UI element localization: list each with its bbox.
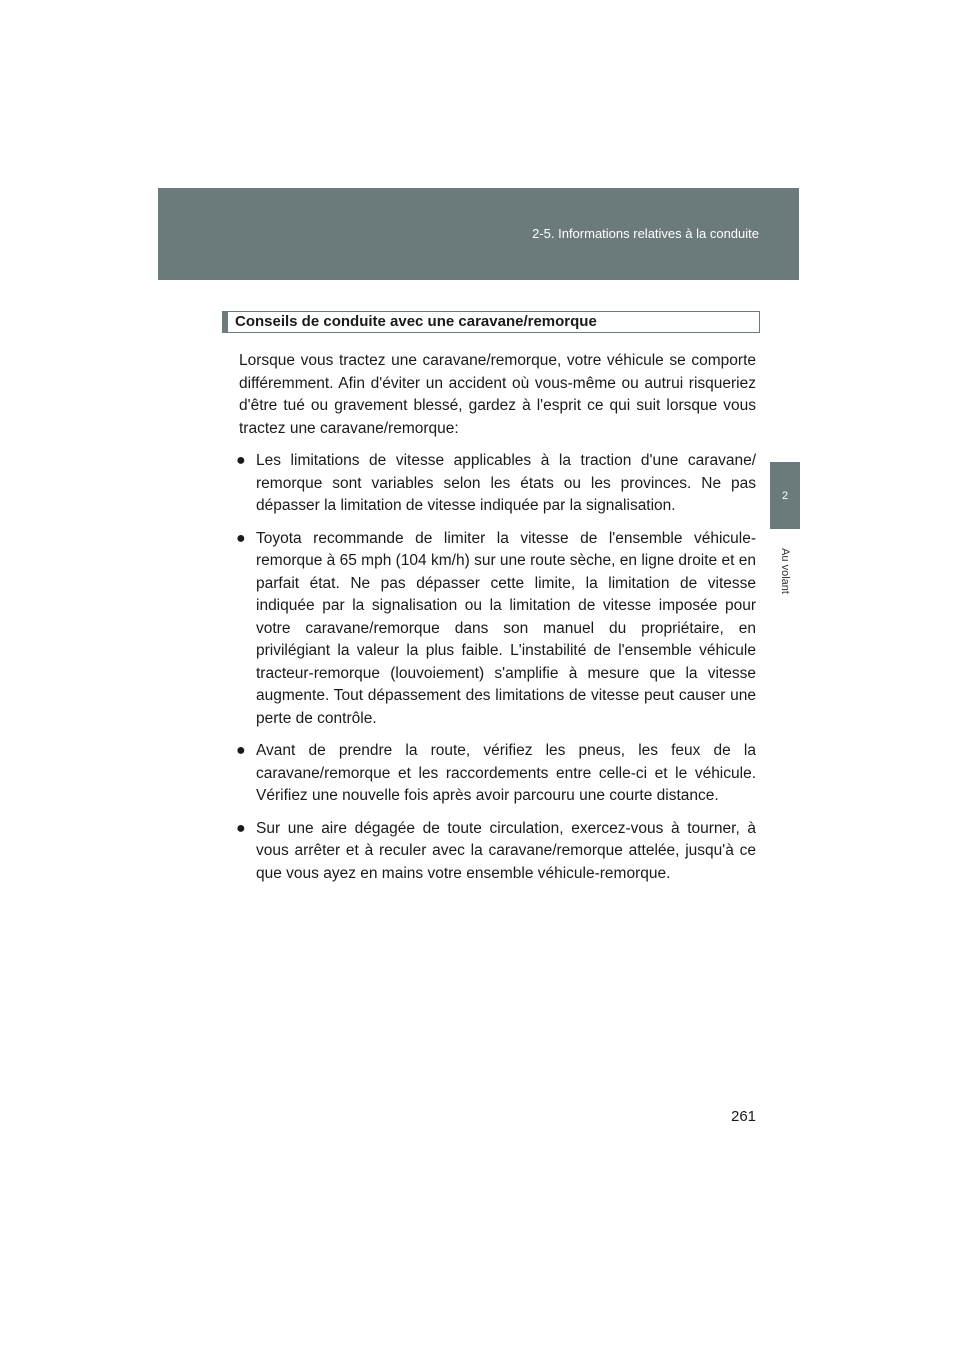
page-number: 261 [731,1108,757,1125]
bullet-text: Les limitations de vitesse applicables à la traction d'une caravane/ remorque sont variables selon les états ou les provinces. Ne pas dépasser la limitation de vitesse indiquée par la signalisation. [256,452,756,514]
section-title: 2-5. Informations relatives à la conduite [532,226,759,241]
main-content [222,311,760,885]
bullet-text: Avant de prendre la route, vérifiez les pneus, les feux de la caravane/remorque et les raccordements entre celle-ci et le véhicule. Vérifiez une nouvelle fois après avoir parcouru une courte distance. [256,742,756,804]
chapter-number: 2 [781,489,789,502]
bullet-item [236,818,756,886]
intro-paragraph: Lorsque vous tractez une caravane/remorque, votre véhicule se comporte différemment. Afin d'éviter un accident où vous-même ou autrui risqueriez d'être tué ou gravement blessé, gardez à l'esprit ce qui suit lorsque vous tractez une caravane/remorque: [239,352,756,437]
bullet-icon: ● [236,529,246,547]
header-band [158,188,799,280]
bullet-icon: ● [236,819,246,837]
bullet-icon: ● [236,452,246,469]
bullet-icon: ● [236,742,246,759]
bullet-item [236,450,756,518]
bullet-text: Sur une aire dégagée de toute circulation, exercez-vous à tourner, à vous arrêter et à reculer avec la caravane/remorque attelée, jusqu'à ce que vous ayez en mains votre ensemble véhicule-remorque. [256,819,756,882]
subheading: Conseils de conduite avec une caravane/remorque [222,311,760,333]
chapter-label [771,538,799,604]
bullet-item [236,740,756,808]
chapter-label-text: Au volant [779,548,791,594]
chapter-tab [770,462,800,529]
bullet-item [236,528,756,731]
bullet-text: Toyota recommande de limiter la vitesse de l'ensemble véhicule-remorque à 65 mph (104 km/h) sur une route sèche, en ligne droite et en parfait état. Ne pas dépasser cette limite, la limitation de vitesse indiquée par la signalisation ou la limitation de vitesse imposée pour votre caravane/remorque dans son manuel du propriétaire, en privilégiant la valeur la plus faible. L'instabilité de l'ensemble véhicule tracteur-remorque (louvoiement) s'amplifie à mesure que la vitesse augmente. Tout dépassement des limitations de vitesse peut causer une perte de contrôle. [256,529,756,727]
